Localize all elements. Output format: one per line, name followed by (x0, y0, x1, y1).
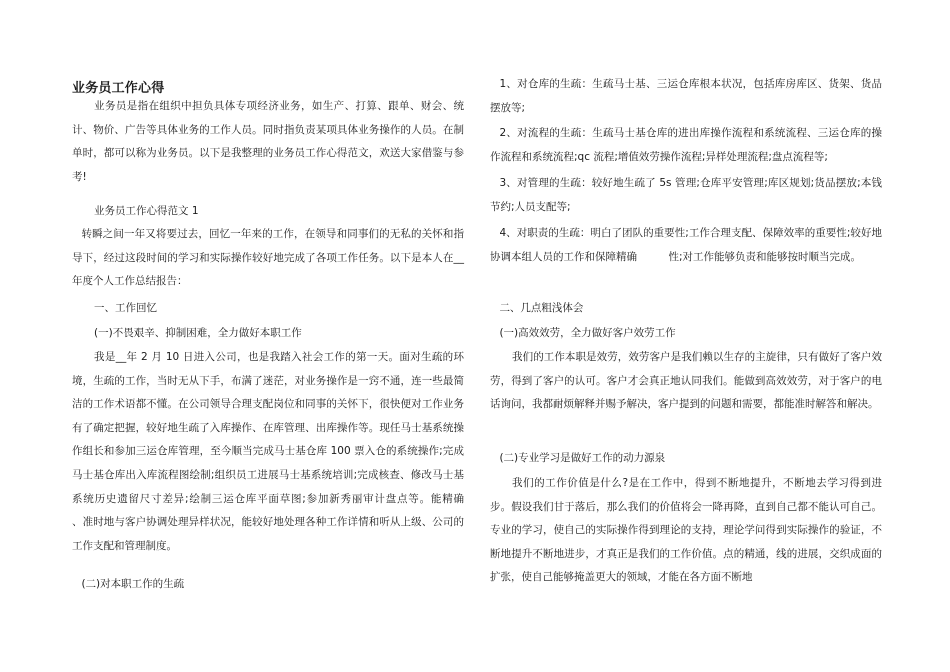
section-heading-review: 一、工作回忆 (94, 302, 158, 314)
insight-heading-1: (一)高效效劳，全力做好客户效劳工作 (499, 327, 676, 339)
section-heading-insights: 二、几点粗浅体会 (499, 302, 584, 314)
insight-heading-2: (二)专业学习是做好工作的动力源泉 (499, 452, 666, 464)
service-paragraph: 我们的工作本职是效劳，效劳客户是我们赖以生存的主旋律，只有做好了客户效劳，得到了客户的认可。客户才会真正地认同我们。能做到高效效劳，对于客户的电话询问，我都耐烦解释并赐予解决，客户提到的问题和需要，都能准时解答和解决。 (490, 351, 882, 411)
process-understanding-item: 2、对流程的生疏：生疏马士基仓库的进出库操作流程和系统流程、三运仓库的操作流程和系统流程;qc 流程;增值效劳操作流程;异样处理流程;盘点流程等; (490, 127, 882, 163)
subsection-heading-1: (一)不畏艰辛、抑制困难，全力做好本职工作 (94, 327, 302, 339)
subsection-heading-2: (二)对本职工作的生疏 (81, 578, 185, 590)
opening-paragraph: 转瞬之间一年又将要过去，回忆一年来的工作，在领导和同事们的无私的关怀和指导下，经过这段时间的学习和实际操作较好地完成了各项工作任务。以下是本人在__年度个人工作总结报告： (72, 228, 464, 288)
work-experience-paragraph: 我是__年 2 月 10 日进入公司，也是我踏入社会工作的第一天。面对生疏的环境，生疏的工作，当时无从下手，布满了迷茫，对业务操作是一窍不通，连一些最简洁的工作术语都不懂。在公司领导合理支配岗位和同事的关怀下，很快便对工作业务有了确定把握，较好地生疏了入库操作、在库管理、出库操作等。现任马士基系统操作组长和参加三运仓库管理，至今顺当完成马士基仓库 100 票入仓的系统操作;完成马士基仓库出入库流程图绘制;组织员工进展马士基系统培训;完成核查、修改马士基系统历史遗留尺寸差异;绘制三运仓库平面草图;参加新秀丽审计盘点等。能精确 、准时地与客户协调处理异样状况，能较好地处理各种工作详情和听从上级、公司的工作支配和管理制度。 (72, 351, 496, 552)
document-title: 业务员工作心得 (72, 81, 165, 96)
intro-paragraph: 业务员是指在组织中担负具体专项经济业务，如生产、打算、跟单、财会、统计、物价、广告等具体业务的工作人员。同时指负责某项具体业务操作的人员。在制单时，都可以称为业务员。以下是我整理的业务员工作心得范文，欢送大家借鉴与参考! (72, 100, 464, 183)
warehouse-understanding-item: 1、对仓库的生疏：生疏马士基、三运仓库根本状况，包括库房库区、货架、货品摆放等; (490, 78, 882, 114)
learning-paragraph: 我们的工作价值是什么?是在工作中，得到不断地提升，不断地去学习得到进步。假设我们甘于落后，那么我们的价值将会一降再降，直到自己都不能认可自己。专业的学习，使自己的实际操作得到理论的支持，理论学问得到实际操作的验证，不断地提升不断地进步，才真正是我们的工作价值。点的精通，线的进展，交织成面的扩张，使自己能够掩盖更大的领域，才能在各方面不断地 (490, 477, 882, 584)
management-understanding-item: 3、对管理的生疏：较好地生疏了 5s 管理;仓库平安管理;库区规划;货品摆放;本钱节约;人员支配等; (490, 177, 882, 213)
duty-understanding-item: 4、对职责的生疏：明白了团队的重要性;工作合理支配、保障效率的重要性;较好地协调本组人员的工作和保障精确 性;对工作能够负责和能够按时顺当完成。 (490, 227, 882, 263)
sample-heading: 业务员工作心得范文 1 (94, 205, 199, 217)
